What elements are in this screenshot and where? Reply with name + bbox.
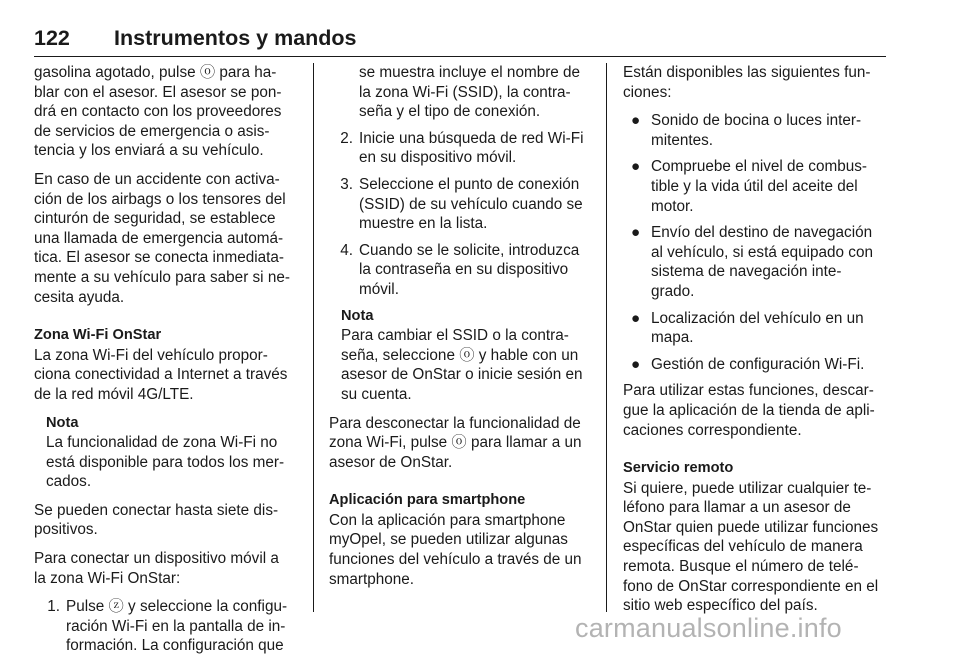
paragraph-disconnect: Para desconectar la funcionalidad de zona Wi-Fi, pulse ⓞ para llamar a un asesor de OnStar. [329,414,582,471]
note-label: Nota [46,414,79,431]
paragraph-remote-service: Si quiere, puede utilizar cualquier te- léfono para llamar a un asesor de OnStar quien puede utilizar funciones específicas del vehículo de manera remota. Busque el número de telé- fono de OnStar correspondiente en el sitio web específico del país. [623,479,879,615]
step-number: 4. [340,241,353,259]
section-title: Instrumentos y mandos [114,26,357,50]
paragraph-fuel: gasolina agotado, pulse ⓞ para ha- blar con el asesor. El asesor se pon- drá en contacto con los proveedores de servicios de emergencia o asis- tencia y los enviará a su vehículo. [34,64,282,160]
column-1 [34,63,300,663]
page-number: 122 [34,26,70,50]
heading-remote-service: Servicio remoto [623,460,734,477]
note-ssid: Nota Para cambiar el SSID o la contra- seña, seleccione ⓞ y hable con un asesor de OnStar o inicie sesión en su cuenta. [341,307,593,405]
column-divider-right [606,63,607,612]
bullet-navigation: ● Envío del destino de navegación al vehículo, si está equipado con sistema de navegación inte- grado. [623,223,887,301]
step-number: 3. [340,175,353,193]
column-2 [329,63,593,598]
note-label: Nota [341,307,374,324]
page-header [34,26,886,57]
heading-wifi-zone: Zona Wi-Fi OnStar [34,327,162,344]
bullet-icon: ● [631,355,641,373]
note-wifi-availability: Nota La funcionalidad de zona Wi-Fi no está disponible para todos los mer- cados. [46,414,300,492]
heading-smartphone-app: Aplicación para smartphone [329,492,526,509]
paragraph-smartphone: Con la aplicación para smartphone myOpel, se pueden utilizar algunas funciones del vehículo a través de un smartphone. [329,511,582,588]
bullet-icon: ● [631,309,641,327]
step-1: 1. Pulse ⓩ y seleccione la configu- ración Wi-Fi en la pantalla de in- formación. La configuración que [34,597,300,656]
paragraph-wifi-intro: La zona Wi-Fi del vehículo propor- ciona conectividad a Internet a través de la red móvil 4G/LTE. [34,346,288,403]
step-3: 3. Seleccione el punto de conexión (SSID) de su vehículo cuando se muestre en la lista. [329,175,593,234]
bullet-fuel-oil: ● Compruebe el nivel de combus- tible y la vida útil del aceite del motor. [623,157,887,216]
step-number: 2. [340,129,353,147]
column-3 [623,63,887,625]
step-1-continued: se muestra incluye el nombre de la zona Wi-Fi (SSID), la contra- seña y el tipo de conexión. [359,64,581,121]
bullet-location: ● Localización del vehículo en un mapa. [623,309,887,348]
paragraph-connect: Para conectar un dispositivo móvil a la zona Wi-Fi OnStar: [34,550,279,587]
step-2: 2. Inicie una búsqueda de red Wi-Fi en su dispositivo móvil. [329,129,593,168]
paragraph-download-app: Para utilizar estas funciones, descar- gue la aplicación de la tienda de apli- caciones correspondiente. [623,382,875,439]
bullet-icon: ● [631,112,641,130]
paragraph-devices: Se pueden conectar hasta siete dis- positivos. [34,501,279,539]
step-4: 4. Cuando se le solicite, introduzca la contraseña en su dispositivo móvil. [329,241,593,300]
paragraph-functions: Están disponibles las siguientes fun- ciones: [623,64,871,101]
bullet-horn-lights: ● Sonido de bocina o luces inter- mitentes. [623,111,887,150]
bullet-icon: ● [631,224,641,242]
footer-watermark: carmanualsonline.info [575,613,842,643]
paragraph-accident: En caso de un accidente con activa- ción de los airbags o los tensores del cinturón de seguridad, se establece una llamada de emergencia automá- tica. El asesor se conecta inmediata- mente a su vehículo para saber si ne- cesita ayuda. [34,170,290,306]
bullet-icon: ● [631,158,641,176]
column-divider-left [313,63,314,612]
bullet-wifi-config: ● Gestión de configuración Wi-Fi. [623,355,887,375]
step-number: 1. [47,598,60,616]
